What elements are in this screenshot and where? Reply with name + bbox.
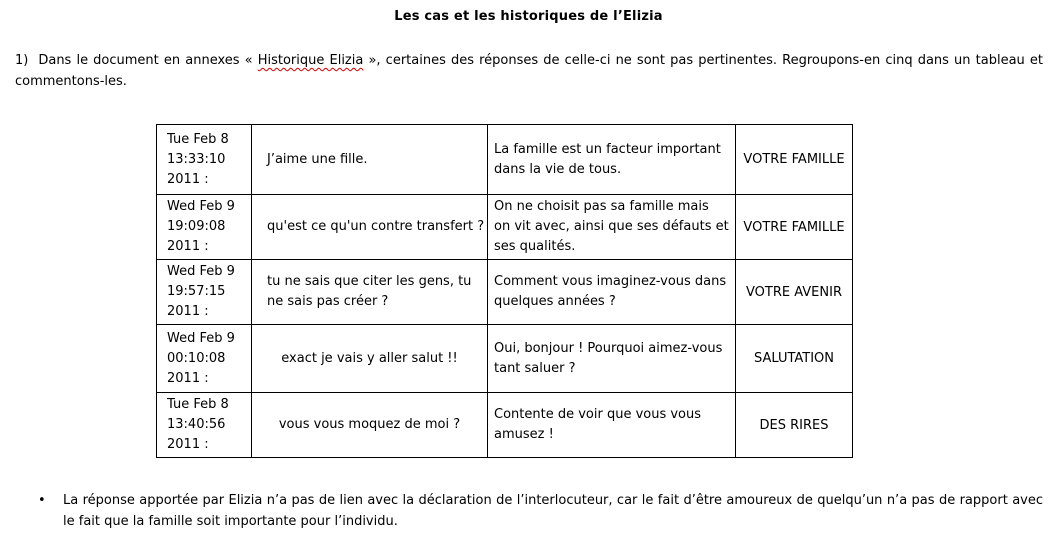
user-statement: vous vous moquez de moi ?: [278, 417, 461, 432]
date-year: 2011 :: [167, 171, 209, 187]
bullet-item: [38, 490, 1043, 532]
date-day: Wed Feb 9: [167, 264, 235, 279]
document-title: Les cas et les historiques de l’Elizia: [394, 9, 663, 24]
date-time: 19:09:08: [167, 219, 226, 234]
table-row: [157, 325, 853, 393]
date-year: 2011 :: [167, 370, 209, 386]
category-cell: VOTRE FAMILLE: [736, 195, 853, 260]
elizia-answer: Contente de voir que vous vous amusez !: [494, 407, 702, 442]
date-year: 2011 :: [167, 437, 209, 452]
answer-cell: [488, 393, 736, 458]
question-number: 1): [15, 53, 29, 68]
table-row: [157, 125, 853, 195]
category-cell: SALUTATION: [736, 325, 853, 393]
question-cell: [252, 393, 488, 458]
date-time: 13:33:10: [167, 151, 226, 167]
date-time: 19:57:15: [167, 284, 226, 299]
date-cell: [157, 125, 252, 195]
category-cell: DES RIRES: [736, 393, 853, 458]
category-cell: VOTRE FAMILLE: [736, 125, 853, 195]
question-text-after: », certaines des réponses de celle-ci ne sont pas pertinentes. Regroupons-en cinq dans un tableau et commentons-les.: [15, 53, 1043, 89]
date-time: 00:10:08: [167, 350, 226, 366]
category-cell: VOTRE AVENIR: [736, 260, 853, 325]
answer-cell: [488, 195, 736, 260]
question-cell: [252, 125, 488, 195]
elizia-answer: Oui, bonjour ! Pourquoi aimez-vous tant saluer ?: [494, 340, 723, 376]
user-statement: qu'est ce qu'un contre transfert ?: [267, 219, 485, 234]
date-time: 13:40:56: [167, 417, 226, 432]
date-day: Tue Feb 8: [167, 397, 229, 412]
question-cell: [252, 195, 488, 260]
document-reference: Historique Elizia: [257, 53, 364, 68]
date-cell: [157, 325, 252, 393]
table-row: [157, 260, 853, 325]
table-row: [157, 195, 853, 260]
answer-cell: [488, 260, 736, 325]
table-row: [157, 393, 853, 458]
date-cell: [157, 195, 252, 260]
date-day: Wed Feb 9: [167, 330, 235, 346]
date-year: 2011 :: [167, 304, 209, 319]
user-statement: J’aime une fille.: [267, 151, 368, 167]
question-text-before: Dans le document en annexes «: [38, 53, 258, 68]
responses-table: [156, 124, 853, 458]
user-statement: tu ne sais que citer les gens, tu ne sais pas créer ?: [267, 274, 472, 309]
date-cell: [157, 260, 252, 325]
bullet-text: La réponse apportée par Elizia n’a pas de lien avec la déclaration de l’interlocuteur, car le fait d’être amoureux de quelqu’un n’a pas de rapport avec le fait que la famille soit importante pour l’individu.: [63, 493, 1043, 529]
elizia-answer: On ne choisit pas sa famille mais on vit avec, ainsi que ses défauts et ses qualités.: [494, 199, 729, 254]
elizia-answer: Comment vous imaginez-vous dans quelques années ?: [494, 274, 727, 309]
answer-cell: [488, 325, 736, 393]
date-year: 2011 :: [167, 239, 209, 254]
question-cell: [252, 260, 488, 325]
date-day: Wed Feb 9: [167, 199, 235, 214]
question-paragraph: [15, 50, 1043, 92]
bullet-icon: •: [38, 493, 46, 508]
date-cell: [157, 393, 252, 458]
question-cell: [252, 325, 488, 393]
user-statement: exact je vais y aller salut !!: [281, 350, 458, 366]
elizia-answer: La famille est un facteur important dans la vie de tous.: [494, 141, 721, 177]
answer-cell: [488, 125, 736, 195]
date-day: Tue Feb 8: [167, 131, 229, 147]
